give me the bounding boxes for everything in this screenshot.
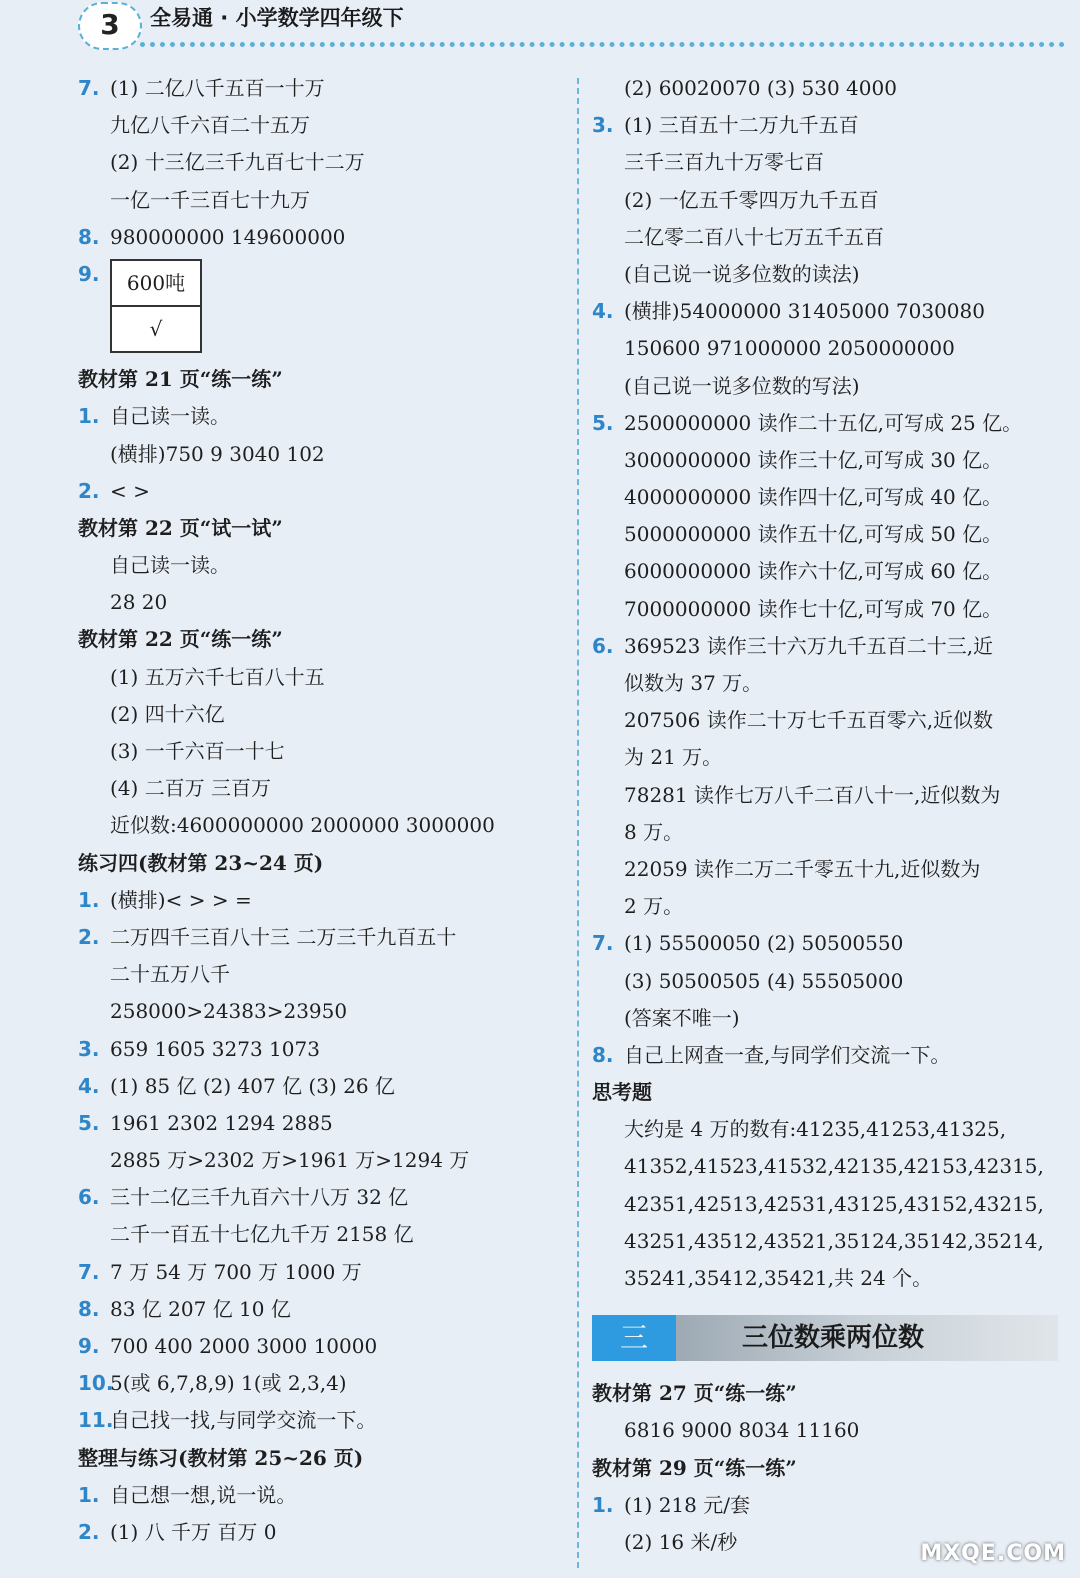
answer-text: (横排)< > > = (110, 887, 252, 912)
answer-text: (2) 四十六亿 (110, 701, 225, 726)
question-number: 5. (78, 1110, 100, 1135)
section-heading: 教材第 22 页“试一试” (78, 515, 283, 540)
answer-text: (1) 八 千万 百万 0 (110, 1519, 277, 1544)
answer-text: < > (110, 478, 150, 503)
answer-text: 1961 2302 1294 2885 (110, 1110, 333, 1135)
answer-text: (1) 55500050 (2) 50500550 (624, 931, 904, 956)
answer-text: 6816 9000 8034 11160 (624, 1418, 860, 1443)
table-cell: 600吨 (126, 271, 186, 296)
question-number: 5. (592, 410, 614, 435)
question-number: 7. (78, 1259, 100, 1284)
answer-line (592, 888, 1072, 925)
answer-line (78, 473, 568, 510)
left-column (78, 70, 568, 1551)
answer-text: 三十二亿三千九百六十八万 32 亿 (110, 1185, 409, 1210)
answer-text: 二千一百五十七亿九千万 2158 亿 (110, 1222, 414, 1247)
answer-line (78, 1328, 568, 1365)
answer-text: 二十五万八千 (110, 962, 230, 987)
answer-text: (自己说一说多位数的读法) (624, 261, 860, 286)
answer-text: 自己找一找,与同学交流一下。 (110, 1408, 377, 1433)
answer-text: 22059 读作二万二千零五十九,近似数为 (624, 856, 981, 881)
answer-line (592, 70, 1072, 107)
answer-line (78, 807, 568, 844)
answer-line (592, 1111, 1072, 1148)
header-rule (140, 42, 1065, 47)
answer-line (592, 330, 1072, 367)
answer-line (592, 702, 1072, 739)
answer-text: 2 万。 (624, 894, 684, 919)
watermark-logo: MXQE.COM (920, 1541, 1066, 1566)
answer-text: (答案不唯一) (624, 1005, 740, 1030)
question-number: 7. (78, 76, 100, 100)
answer-text: 二万四千三百八十三 二万三千九百五十 (110, 924, 457, 949)
answer-text: 258000>24383>23950 (110, 999, 348, 1024)
answer-line (592, 405, 1072, 442)
answer-text: 5(或 6,7,8,9) 1(或 2,3,4) (110, 1371, 347, 1396)
page-number: 3 (78, 2, 142, 50)
question-number: 11. (78, 1408, 114, 1433)
answer-text: (1) 85 亿 (2) 407 亿 (3) 26 亿 (110, 1073, 395, 1098)
question-number: 6. (592, 633, 614, 658)
answer-text: 207506 读作二十万七千五百零六,近似数 (624, 708, 994, 733)
answer-line (78, 659, 568, 696)
question-number: 6. (78, 1185, 100, 1210)
answer-line (592, 739, 1072, 776)
answer-line (592, 1148, 1072, 1185)
question-number: 9. (78, 261, 100, 286)
answer-text: 35241,35412,35421,共 24 个。 (624, 1266, 933, 1290)
answer-line (78, 993, 568, 1030)
answer-line (78, 436, 568, 473)
answer-line (592, 851, 1072, 888)
answer-line (78, 919, 568, 956)
answer-line (78, 1216, 568, 1253)
answer-line (78, 1179, 568, 1216)
table-cell: √ (112, 305, 200, 351)
right-column (592, 70, 1072, 1561)
answer-text: (横排)750 9 3040 102 (110, 441, 325, 466)
answer-text: 150600 971000000 2050000000 (624, 336, 955, 361)
answer-line (78, 882, 568, 919)
answer-line (78, 182, 568, 219)
answer-line (78, 1254, 568, 1291)
question-number: 1. (78, 887, 100, 912)
answer-text: 自己读一读。 (110, 404, 230, 429)
answer-text: (2) 16 米/秒 (624, 1529, 738, 1554)
answer-text: 78281 读作七万八千二百八十一,近似数为 (624, 782, 1001, 807)
answer-text: 为 21 万。 (624, 745, 723, 770)
answer-text: (2) 一亿五千零四万九千五百 (624, 187, 879, 212)
answer-text: 似数为 37 万。 (624, 671, 763, 695)
answer-line (592, 442, 1072, 479)
answer-line (78, 107, 568, 144)
answer-line (592, 516, 1072, 553)
question-number: 7. (592, 931, 614, 956)
answer-text: 28 20 (110, 590, 168, 615)
question-number: 3. (592, 113, 614, 138)
column-divider (577, 78, 579, 1568)
answer-line (78, 1365, 568, 1402)
answer-line (592, 1037, 1072, 1074)
answer-line (78, 696, 568, 733)
answer-text: 7000000000 读作七十亿,可写成 70 亿。 (624, 596, 1003, 621)
answer-text: 近似数:4600000000 2000000 3000000 (110, 813, 495, 838)
answer-line (78, 770, 568, 807)
section-heading: 整理与练习(教材第 25~26 页) (78, 1445, 364, 1470)
question-number: 3. (78, 1036, 100, 1061)
answer-text: (1) 二亿八千五百一十万 (110, 76, 325, 100)
section-heading: 练习四(教材第 23~24 页) (78, 850, 324, 875)
answer-line (592, 256, 1072, 293)
answer-line (78, 956, 568, 993)
question-number: 1. (78, 404, 100, 429)
question-number: 1. (592, 1492, 614, 1517)
answer-line (592, 814, 1072, 851)
question-number: 8. (78, 224, 100, 249)
answer-line (78, 1142, 568, 1179)
answer-line (592, 1487, 1072, 1524)
answer-text: 700 400 2000 3000 10000 (110, 1334, 378, 1358)
section-heading: 思考题 (592, 1080, 652, 1105)
answer-text: 7 万 54 万 700 万 1000 万 (110, 1259, 362, 1284)
answer-table (110, 259, 202, 353)
answer-line (592, 1000, 1072, 1037)
answer-text: 6000000000 读作六十亿,可写成 60 亿。 (624, 559, 1003, 584)
question-number: 2. (78, 1519, 100, 1544)
answer-line (78, 584, 568, 621)
section-heading: 教材第 27 页“练一练” (592, 1381, 797, 1406)
answer-text: 大约是 4 万的数有:41235,41253,41325, (624, 1117, 1007, 1142)
question-number: 2. (78, 478, 100, 503)
book-title: 全易通 · 小学数学四年级下 (150, 6, 404, 30)
answer-line (78, 1291, 568, 1328)
answer-text: 自己读一读。 (110, 553, 230, 578)
answer-text: 一亿一千三百七十九万 (110, 187, 310, 212)
question-number: 9. (78, 1334, 100, 1358)
page-header (0, 0, 1080, 52)
answer-line (78, 1105, 568, 1142)
answer-text: 659 1605 3273 1073 (110, 1036, 320, 1061)
answer-line (78, 1031, 568, 1068)
answer-text: 369523 读作三十六万九千五百二十三,近 (624, 633, 994, 658)
chapter-title: 三位数乘两位数 (742, 1323, 925, 1354)
answer-text: 42351,42513,42531,43125,43152,43215, (624, 1191, 1044, 1216)
answer-text: (1) 五万六千七百八十五 (110, 664, 325, 689)
answer-line (592, 219, 1072, 256)
answer-line (592, 1260, 1072, 1297)
answer-line (592, 479, 1072, 516)
answer-line (592, 665, 1072, 702)
answer-line (592, 777, 1072, 814)
answer-text: 980000000 149600000 (110, 224, 346, 249)
answer-text: 4000000000 读作四十亿,可写成 40 亿。 (624, 485, 1003, 510)
answer-text: 自己想一想,说一说。 (110, 1482, 297, 1507)
answer-text: (2) 60020070 (3) 530 4000 (624, 76, 897, 100)
answer-line (592, 1186, 1072, 1223)
answer-line (78, 1477, 568, 1514)
answer-line (78, 144, 568, 181)
answer-line (592, 553, 1072, 590)
answer-text: 自己上网查一查,与同学们交流一下。 (624, 1042, 951, 1067)
answer-line (592, 182, 1072, 219)
question-number: 2. (78, 924, 100, 949)
answer-line (592, 591, 1072, 628)
section-heading: 教材第 29 页“练一练” (592, 1455, 797, 1480)
answer-line (78, 219, 568, 256)
answer-line (592, 628, 1072, 665)
answer-text: 3000000000 读作三十亿,可写成 30 亿。 (624, 447, 1003, 472)
answer-text: (1) 三百五十二万九千五百 (624, 113, 859, 138)
answer-line (592, 293, 1072, 330)
answer-line (592, 144, 1072, 181)
answer-line (78, 70, 568, 107)
answer-text: (3) 一千六百一十七 (110, 739, 285, 763)
question-number: 4. (592, 299, 614, 324)
answer-line (78, 1514, 568, 1551)
answer-text: 2500000000 读作二十五亿,可写成 25 亿。 (624, 410, 1023, 435)
answer-line (78, 547, 568, 584)
answer-text: 8 万。 (624, 819, 684, 844)
answer-line (592, 1412, 1072, 1449)
answer-text: (2) 十三亿三千九百七十二万 (110, 150, 365, 175)
answer-text: (3) 50500505 (4) 55505000 (624, 968, 904, 993)
chapter-banner (592, 1315, 1058, 1361)
question-number: 10. (78, 1371, 114, 1396)
answer-text: 43251,43512,43521,35124,35142,35214, (624, 1228, 1044, 1253)
answer-line (592, 963, 1072, 1000)
answer-text: 三千三百九十万零七百 (624, 150, 824, 175)
answer-text: (1) 218 元/套 (624, 1492, 750, 1517)
question-number: 8. (592, 1042, 614, 1067)
answer-line (592, 1223, 1072, 1260)
answer-text: 二亿零二百八十七万五千五百 (624, 224, 884, 249)
answer-text: (自己说一说多位数的写法) (624, 373, 860, 398)
chapter-number: 三 (592, 1315, 676, 1361)
answer-text: 九亿八千六百二十五万 (110, 113, 310, 138)
answer-text: (4) 二百万 三百万 (110, 776, 272, 801)
answer-text: 5000000000 读作五十亿,可写成 50 亿。 (624, 522, 1003, 547)
answer-line (78, 1402, 568, 1439)
answer-line (592, 925, 1072, 962)
section-heading: 教材第 21 页“练一练” (78, 367, 283, 392)
answer-text: 83 亿 207 亿 10 亿 (110, 1296, 291, 1321)
answer-line (78, 398, 568, 435)
answer-text: 41352,41523,41532,42135,42153,42315, (624, 1154, 1044, 1179)
question-number: 4. (78, 1073, 100, 1098)
answer-line (592, 368, 1072, 405)
answer-line (78, 733, 568, 770)
answer-text: 2885 万>2302 万>1961 万>1294 万 (110, 1148, 470, 1173)
question-number: 1. (78, 1482, 100, 1507)
answer-line (78, 1068, 568, 1105)
answer-text: (横排)54000000 31405000 7030080 (624, 299, 985, 324)
answer-line (592, 107, 1072, 144)
question-number: 8. (78, 1296, 100, 1321)
section-heading: 教材第 22 页“练一练” (78, 627, 283, 652)
